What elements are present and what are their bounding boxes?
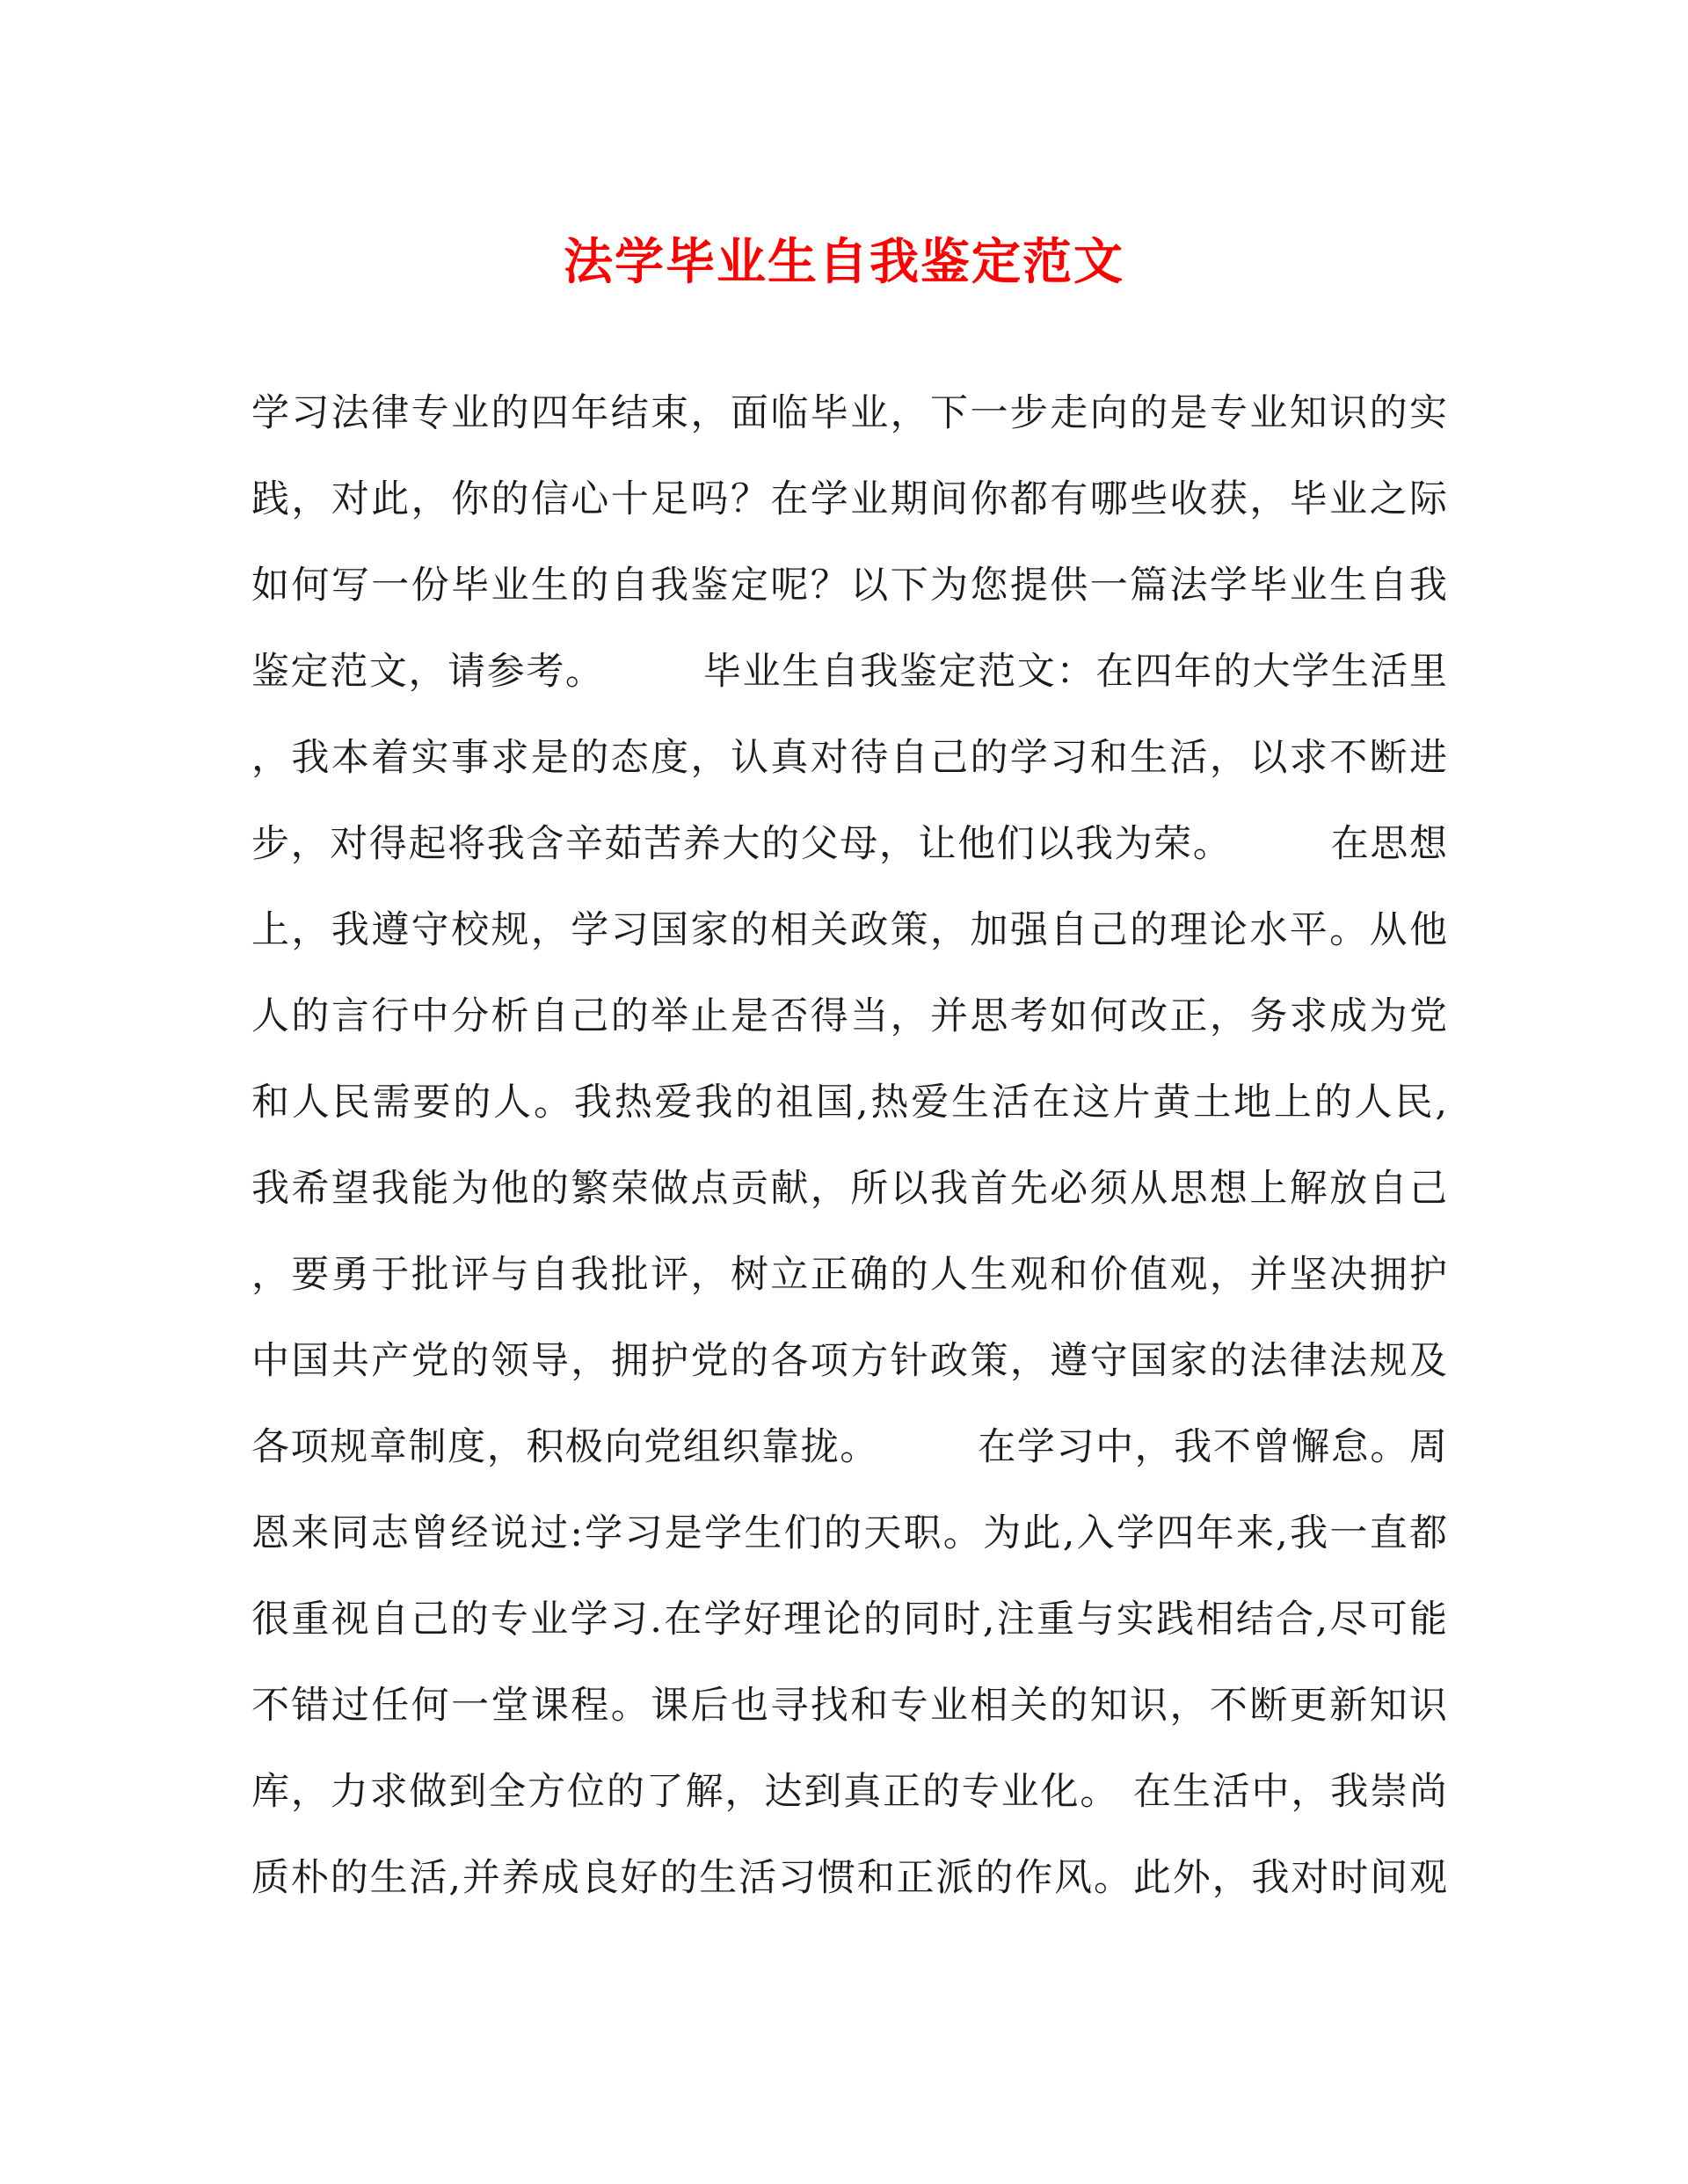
body-line: 步，对得起将我含辛茹苦养大的父母，让他们以我为荣。 在思想 [251, 822, 1447, 866]
body-line: 鉴定范文，请参考。 毕业生自我鉴定范文：在四年的大学生活里 [251, 650, 1447, 694]
body-line: 很重视自己的专业学习.在学好理论的同时,注重与实践相结合,尽可能 [251, 1598, 1447, 1642]
document-body [251, 378, 1447, 1929]
body-line: 库，力求做到全方位的了解，达到真正的专业化。 在生活中，我崇尚 [251, 1770, 1447, 1814]
body-line: 如何写一份毕业生的自我鉴定呢？以下为您提供一篇法学毕业生自我 [251, 564, 1447, 608]
body-line: ，要勇于批评与自我批评，树立正确的人生观和价值观，并坚决拥护 [251, 1253, 1447, 1297]
body-line: 上，我遵守校规，学习国家的相关政策，加强自己的理论水平。从他 [251, 908, 1447, 952]
body-line: 和人民需要的人。我热爱我的祖国,热爱生活在这片黄土地上的人民, [251, 1081, 1447, 1125]
body-line: 人的言行中分析自己的举止是否得当，并思考如何改正，务求成为党 [251, 994, 1447, 1038]
body-line: 不错过任何一堂课程。课后也寻找和专业相关的知识，不断更新知识 [251, 1684, 1447, 1728]
body-line: 恩来同志曾经说过:学习是学生们的天职。为此,入学四年来,我一直都 [251, 1511, 1447, 1555]
body-line: 学习法律专业的四年结束，面临毕业，下一步走向的是专业知识的实 [251, 391, 1447, 435]
body-line: 中国共产党的领导，拥护党的各项方针政策，遵守国家的法律法规及 [251, 1339, 1447, 1383]
body-line: 我希望我能为他的繁荣做点贡献，所以我首先必须从思想上解放自己 [251, 1167, 1447, 1211]
body-line: 践，对此，你的信心十足吗？在学业期间你都有哪些收获，毕业之际 [251, 477, 1447, 521]
body-line: ，我本着实事求是的态度，认真对待自己的学习和生活，以求不断进 [251, 736, 1447, 780]
body-line: 各项规章制度，积极向党组织靠拢。 在学习中，我不曾懈怠。周 [251, 1425, 1447, 1469]
body-line: 质朴的生活,并养成良好的生活习惯和正派的作风。此外，我对时间观 [251, 1856, 1447, 1900]
document-title: 法学毕业生自我鉴定范文 [564, 233, 1124, 291]
